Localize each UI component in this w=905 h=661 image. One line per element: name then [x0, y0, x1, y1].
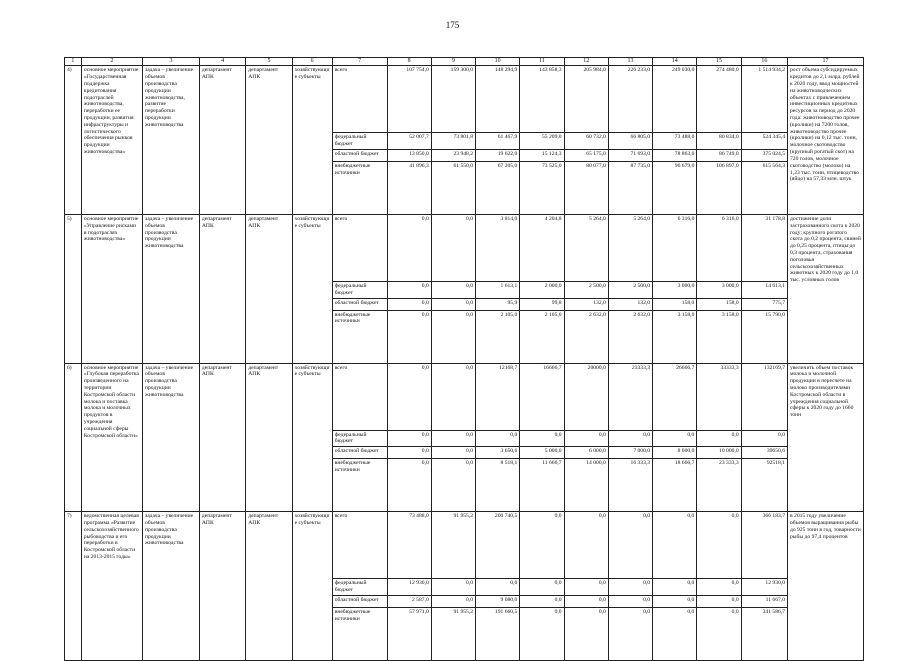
measure-name: ведомственная целевая программа «Развитие сельскохозяйственного рыбоводства и его переработки в Костромской области на 2013-2015 годы» — [81, 512, 142, 661]
funding-value: 65 175,0 — [564, 149, 608, 161]
funding-value: 132,0 — [608, 298, 652, 310]
funding-value: 60 732,0 — [564, 133, 608, 150]
funding-value: 0,0 — [387, 281, 431, 298]
co-executor: департамент АПК — [246, 512, 292, 661]
row-number: 4) — [65, 66, 82, 215]
funding-value: 375 024,5 — [741, 149, 787, 161]
funding-value: 0,0 — [653, 430, 697, 447]
funding-value: 0,0 — [431, 281, 475, 298]
funding-value: 0,0 — [476, 430, 520, 447]
table-row — [65, 214, 864, 281]
funding-value: 159 300,0 — [431, 66, 475, 133]
funding-source: внебюджетные источники — [332, 161, 387, 214]
funding-source: внебюджетные источники — [332, 459, 387, 512]
funding-value: 0,0 — [431, 214, 475, 281]
co-executor: департамент АПК — [246, 214, 292, 363]
funding-value: 0,0 — [608, 607, 652, 660]
funding-source: внебюджетные источники — [332, 310, 387, 363]
table-body — [65, 66, 864, 661]
funding-value: 6 000,0 — [564, 447, 608, 459]
column-number: 4 — [199, 58, 245, 66]
expected-result: достижение доли застрахованного скота к 2020 году: крупного рогатого скота до 0,2 процента, свиней до 0,25 процента, птицы до 0,3 процента, страхования поголовья сельскохозяйственных животных к 2020 году до 1,0 тыс. условных голов — [788, 214, 864, 363]
column-number: 15 — [697, 58, 741, 66]
funding-value: 55 209,0 — [520, 133, 564, 150]
funding-value: 2 105,0 — [476, 310, 520, 363]
funding-value: 0,0 — [697, 430, 741, 447]
funding-value: 11 666,7 — [520, 459, 564, 512]
funding-value: 3 814,0 — [476, 214, 520, 281]
funding-source: всего — [332, 214, 387, 281]
funding-value: 615 564,3 — [741, 161, 787, 214]
funding-value: 0,0 — [653, 595, 697, 607]
funding-value: 16666,7 — [520, 363, 564, 430]
funding-source: федеральный бюджет — [332, 133, 387, 150]
column-number: 8 — [387, 58, 431, 66]
co-executor: департамент АПК — [246, 66, 292, 215]
column-number: 3 — [142, 58, 199, 66]
funding-value: 13 850,0 — [387, 149, 431, 161]
funding-value: 5 000,0 — [520, 447, 564, 459]
funding-value: 0,0 — [520, 430, 564, 447]
funding-value: 0,0 — [520, 607, 564, 660]
funding-value: 0,0 — [431, 430, 475, 447]
funding-value: 0,0 — [387, 447, 431, 459]
funding-value: 2 105,0 — [520, 310, 564, 363]
funding-value: 73 801,8 — [431, 133, 475, 150]
column-number: 12 — [564, 58, 608, 66]
expected-result: увеличить объем поставок молока и молочной продукции в пересчете на молоко производителями Костромской области в учреждения социальной сферы к 2020 году до 1660 тонн — [788, 363, 864, 512]
funding-value: 2 632,0 — [608, 310, 652, 363]
funding-value: 12 930,0 — [387, 579, 431, 596]
co-executor: департамент АПК — [246, 363, 292, 512]
measure-name: основное мероприятие «Управление рисками в подотраслях животноводства» — [81, 214, 142, 363]
funding-value: 26666,7 — [653, 363, 697, 430]
column-number: 13 — [608, 58, 652, 66]
row-number: 7) — [65, 512, 82, 661]
funding-value: 73 525,0 — [520, 161, 564, 214]
funding-value: 7 000,0 — [608, 447, 652, 459]
funding-value: 0,0 — [697, 579, 741, 596]
funding-value: 41 896,3 — [387, 161, 431, 214]
funding-value: 23 948,2 — [431, 149, 475, 161]
funding-value: 86 749,0 — [697, 149, 741, 161]
row-number: 6) — [65, 363, 82, 512]
funding-value: 0,0 — [387, 459, 431, 512]
funding-value: 4 204,8 — [520, 214, 564, 281]
funding-value: 0,0 — [608, 595, 652, 607]
column-number: 7 — [332, 58, 387, 66]
funding-value: 3 650,6 — [476, 447, 520, 459]
funding-value: 0,0 — [564, 430, 608, 447]
page-number: 175 — [445, 20, 460, 30]
funding-value: 3 158,0 — [697, 310, 741, 363]
expected-result: рост объема субсидируемых кредитов до 2,1 млрд. рублей к 2020 году, ввод мощностей на животноводческих объектах с привлечением инвестиционных кредитных ресурсов за период до 2020 года: животноводство прочее (кролики) на 7200 голов, животноводство прочее (кролики) на 0,12 тыс. тонн, молочное скотоводство (крупный рогатый скот) на 720 голов, молочное скотоводство (молоко) на 1,23 тыс. тонн, птицеводство (яйцо) на 57,33 млн. штук — [788, 66, 864, 215]
funding-value: 0,0 — [387, 310, 431, 363]
funding-value: 143 858,3 — [520, 66, 564, 133]
funding-value: 61 550,0 — [431, 161, 475, 214]
measure-name: основное мероприятие «Государственная поддержка кредитования подотраслей животноводства, переработки ее продукции, развития инфраструктуры и логистического обеспечения рынков продукции животноводства» — [81, 66, 142, 215]
funding-source: областной бюджет — [332, 595, 387, 607]
funding-value: 39650,6 — [741, 447, 787, 459]
funding-value: 20000,0 — [564, 363, 608, 430]
funding-value: 158,0 — [697, 298, 741, 310]
funding-value: 12168,7 — [476, 363, 520, 430]
executor: департамент АПК — [199, 66, 245, 215]
funding-value: 2 500,0 — [564, 281, 608, 298]
measure-task: задача – увеличение объемов производства продукции животноводства — [142, 363, 199, 512]
measure-task: задача – увеличение объемов производства продукции животноводства — [142, 214, 199, 363]
funding-value: 78 863,0 — [653, 149, 697, 161]
expected-result: в 2015 году увеличение объемов выращивания рыбы до 925 тонн в год, товарности рыбы до 97,4 процентов — [788, 512, 864, 661]
measure-task: задача – увеличение объемов производства продукции животноводства, развитие переработки продукции животноводства — [142, 66, 199, 215]
column-number: 9 — [431, 58, 475, 66]
funding-source: всего — [332, 363, 387, 430]
budget-table — [64, 57, 864, 661]
funding-value: 67 205,0 — [476, 161, 520, 214]
funding-value: 87 735,0 — [608, 161, 652, 214]
funding-source: внебюджетные источники — [332, 607, 387, 660]
funding-value: 10 000,0 — [697, 447, 741, 459]
column-number: 11 — [520, 58, 564, 66]
funding-value: 132,0 — [564, 298, 608, 310]
funding-source: федеральный бюджет — [332, 281, 387, 298]
funding-value: 80 834,0 — [697, 133, 741, 150]
funding-value: 19 622,0 — [476, 149, 520, 161]
funding-value: 91 955,2 — [431, 512, 475, 579]
funding-source: федеральный бюджет — [332, 579, 387, 596]
funding-value: 33333,3 — [697, 363, 741, 430]
funding-value: 18 666,7 — [653, 459, 697, 512]
funding-value: 5 264,0 — [564, 214, 608, 281]
row-number: 5) — [65, 214, 82, 363]
funding-value: 14 000,0 — [564, 459, 608, 512]
funding-value: 15 124,3 — [520, 149, 564, 161]
participants: хозяйствующие субъекты — [292, 66, 332, 215]
funding-value: 0,0 — [387, 430, 431, 447]
column-number: 1 — [65, 58, 82, 66]
funding-value: 0,0 — [431, 459, 475, 512]
funding-value: 0,0 — [387, 298, 431, 310]
funding-value: 0,0 — [387, 214, 431, 281]
participants: хозяйствующие субъекты — [292, 214, 332, 363]
funding-value: 3 000,0 — [653, 281, 697, 298]
executor: департамент АПК — [199, 363, 245, 512]
funding-value: 0,0 — [431, 595, 475, 607]
funding-value: 191 660,5 — [476, 607, 520, 660]
funding-source: областной бюджет — [332, 447, 387, 459]
funding-value: 2 000,0 — [520, 281, 564, 298]
funding-value: 8 000,0 — [653, 447, 697, 459]
table-row — [65, 512, 864, 579]
funding-source: всего — [332, 512, 387, 579]
funding-value: 14 613,1 — [741, 281, 787, 298]
funding-value: 52 007,7 — [387, 133, 431, 150]
funding-value: 0,0 — [564, 595, 608, 607]
funding-value: 0,0 — [653, 579, 697, 596]
funding-value: 3 158,0 — [653, 310, 697, 363]
measure-task: задача – увеличение объемов производства продукции животноводства — [142, 512, 199, 661]
funding-value: 2 587,0 — [387, 595, 431, 607]
funding-value: 2 632,0 — [564, 310, 608, 363]
funding-value: 92518,1 — [741, 459, 787, 512]
column-numbers-row — [65, 58, 864, 66]
funding-value: 0,0 — [520, 512, 564, 579]
funding-value: 341 586,7 — [741, 607, 787, 660]
funding-value: 0,0 — [608, 512, 652, 579]
funding-value: 31 178,8 — [741, 214, 787, 281]
funding-value: 775,7 — [741, 298, 787, 310]
funding-value: 66 805,0 — [608, 133, 652, 150]
funding-value: 2 500,0 — [608, 281, 652, 298]
funding-source: областной бюджет — [332, 149, 387, 161]
table-row — [65, 66, 864, 133]
funding-value: 3 000,0 — [697, 281, 741, 298]
column-number: 6 — [292, 58, 332, 66]
funding-value: 0,0 — [520, 579, 564, 596]
measure-name: основное мероприятие «Глубокая переработка произведенного на территории Костромской области молока и поставка молока и молочных продуктов в учреждения социальной сферы Костромской области» — [81, 363, 142, 512]
funding-value: 0,0 — [608, 579, 652, 596]
funding-value: 0,0 — [476, 579, 520, 596]
funding-value: 23333,3 — [608, 363, 652, 430]
funding-value: 0,0 — [431, 298, 475, 310]
funding-value: 6 316,0 — [653, 214, 697, 281]
funding-value: 12 930,0 — [741, 579, 787, 596]
funding-value: 0,0 — [653, 607, 697, 660]
table-row — [65, 363, 864, 430]
funding-value: 96 679,0 — [653, 161, 697, 214]
funding-value: 16 333,3 — [608, 459, 652, 512]
funding-value: 11 667,0 — [741, 595, 787, 607]
column-number: 16 — [741, 58, 787, 66]
funding-value: 57 971,0 — [387, 607, 431, 660]
funding-value: 73 488,0 — [653, 133, 697, 150]
funding-value: 200 740,5 — [476, 512, 520, 579]
funding-value: 61 467,9 — [476, 133, 520, 150]
funding-value: 107 754,0 — [387, 66, 431, 133]
funding-value: 91 955,2 — [431, 607, 475, 660]
funding-value: 0,0 — [653, 512, 697, 579]
funding-value: 0,0 — [564, 607, 608, 660]
funding-value: 0,0 — [520, 595, 564, 607]
executor: департамент АПК — [199, 512, 245, 661]
funding-source: федеральный бюджет — [332, 430, 387, 447]
funding-value: 226 233,0 — [608, 66, 652, 133]
funding-value: 0,0 — [697, 595, 741, 607]
participants: хозяйствующие субъекты — [292, 512, 332, 661]
funding-value: 95,9 — [476, 298, 520, 310]
funding-value: 0,0 — [697, 607, 741, 660]
column-number: 5 — [246, 58, 292, 66]
column-number: 2 — [81, 58, 142, 66]
funding-value: 249 030,0 — [653, 66, 697, 133]
funding-value: 0,0 — [608, 430, 652, 447]
funding-value: 0,0 — [431, 363, 475, 430]
funding-value: 0,0 — [741, 430, 787, 447]
funding-value: 148 294,9 — [476, 66, 520, 133]
funding-value: 1 514 934,2 — [741, 66, 787, 133]
funding-value: 23 333,3 — [697, 459, 741, 512]
column-number: 14 — [653, 58, 697, 66]
executor: департамент АПК — [199, 214, 245, 363]
funding-value: 132169,7 — [741, 363, 787, 430]
funding-value: 1 613,1 — [476, 281, 520, 298]
funding-value: 5 264,0 — [608, 214, 652, 281]
funding-value: 0,0 — [697, 512, 741, 579]
funding-value: 0,0 — [564, 579, 608, 596]
funding-value: 0,0 — [431, 310, 475, 363]
participants: хозяйствующие субъекты — [292, 363, 332, 512]
funding-value: 0,0 — [387, 363, 431, 430]
funding-value: 106 897,0 — [697, 161, 741, 214]
funding-value: 99,8 — [520, 298, 564, 310]
column-number: 17 — [788, 58, 864, 66]
funding-value: 6 316,0 — [697, 214, 741, 281]
funding-value: 73 488,0 — [387, 512, 431, 579]
funding-value: 366 183,7 — [741, 512, 787, 579]
funding-value: 71 693,0 — [608, 149, 652, 161]
funding-source: областной бюджет — [332, 298, 387, 310]
funding-value: 80 077,0 — [564, 161, 608, 214]
funding-value: 9 080,0 — [476, 595, 520, 607]
funding-value: 274 480,0 — [697, 66, 741, 133]
funding-value: 15 790,0 — [741, 310, 787, 363]
funding-source: всего — [332, 66, 387, 133]
funding-value: 158,0 — [653, 298, 697, 310]
funding-value: 524 345,4 — [741, 133, 787, 150]
funding-value: 0,0 — [431, 447, 475, 459]
funding-value: 0,0 — [431, 579, 475, 596]
funding-value: 205 984,0 — [564, 66, 608, 133]
column-number: 10 — [476, 58, 520, 66]
funding-value: 8 518,1 — [476, 459, 520, 512]
funding-value: 0,0 — [564, 512, 608, 579]
